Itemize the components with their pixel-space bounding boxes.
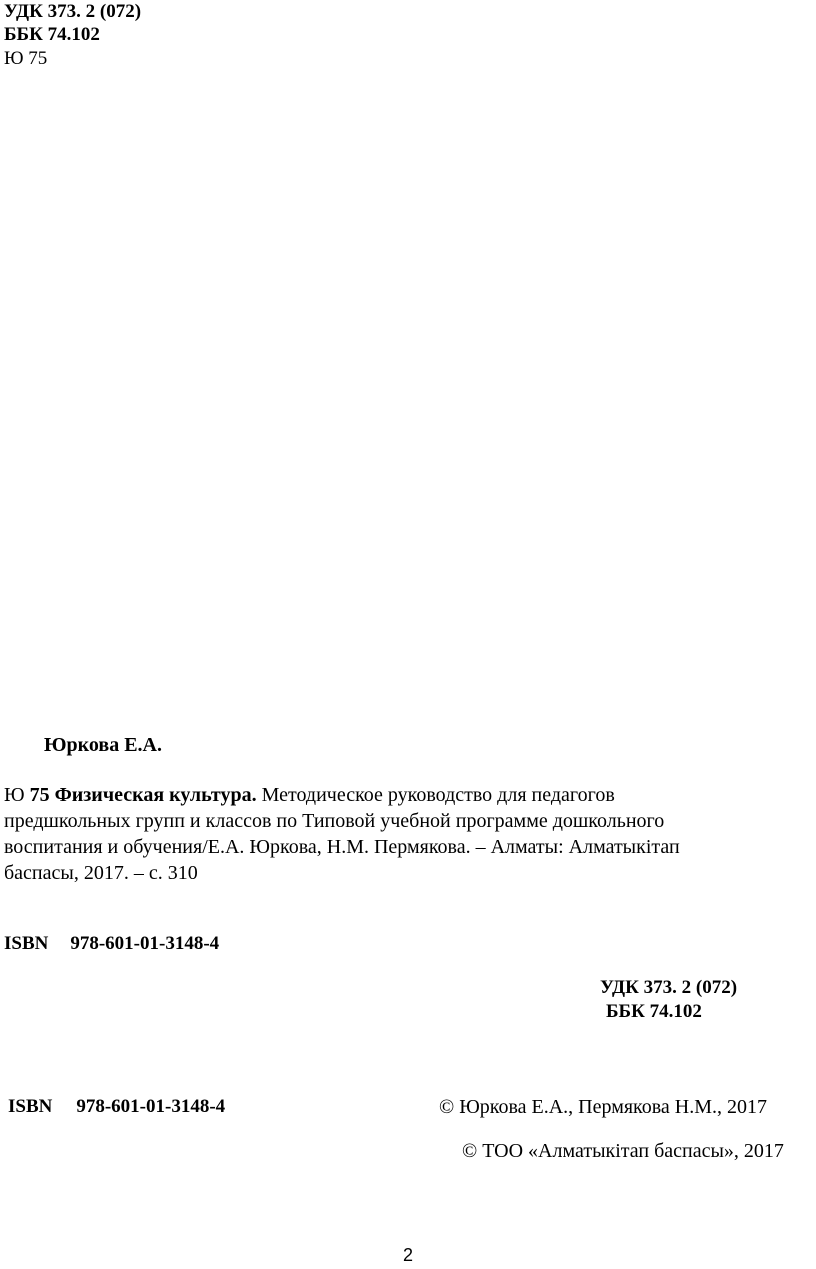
footer-isbn-label: ISBN (8, 1096, 53, 1117)
annotation-title: 75 Физическая культура. (29, 784, 257, 806)
copyright-publisher: © ТОО «Алматыкітап баспасы», 2017 (462, 1140, 784, 1162)
footer-isbn-number: 978-601-01-3148-4 (76, 1096, 226, 1117)
annotation-line-2: предшкольных групп и классов по Типовой учебной программе дошкольного (4, 810, 665, 832)
author-name: Юркова Е.А. (44, 734, 162, 756)
bibliographic-annotation (4, 782, 744, 886)
page-number: 2 (403, 1245, 414, 1265)
annotation-line-1 (4, 782, 744, 808)
isbn-block (4, 932, 219, 956)
footer-isbn (8, 1095, 225, 1119)
isbn-number: 978-601-01-3148-4 (70, 933, 220, 954)
annotation-text-1: Методическое руководство для педагогов (261, 784, 615, 806)
right-udk: УДК 373. 2 (072) (600, 977, 738, 998)
header-udk: УДК 373. 2 (072) (4, 1, 142, 22)
isbn-label: ISBN (4, 933, 49, 954)
annotation-code: Ю (4, 784, 25, 806)
annotation-line-4: баспасы, 2017. – с. 310 (4, 862, 198, 884)
header-bbk: ББК 74.102 (4, 24, 100, 45)
header-author-code: Ю 75 (4, 48, 48, 69)
right-bbk: ББК 74.102 (606, 1001, 702, 1022)
annotation-line-3: воспитания и обучения/Е.А. Юркова, Н.М. Пермякова. – Алматы: Алматыкітап (4, 836, 680, 858)
copyright-authors: © Юркова Е.А., Пермякова Н.М., 2017 (439, 1096, 768, 1118)
